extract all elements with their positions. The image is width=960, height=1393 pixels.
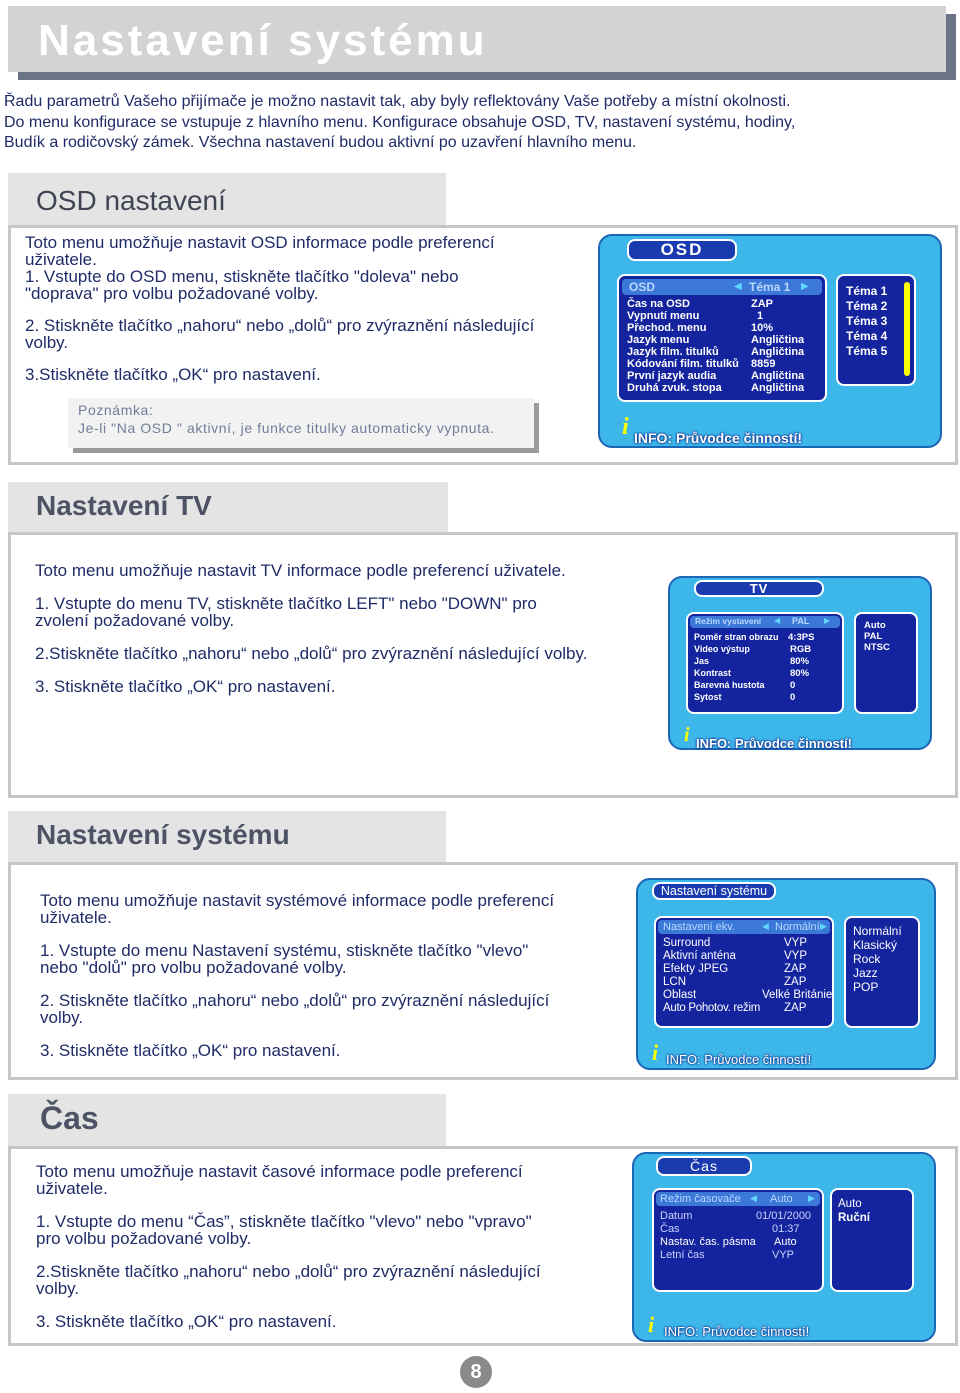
tv-menu-screen — [668, 576, 932, 750]
menu-row-label[interactable]: Surround — [663, 937, 711, 949]
text-line: Toto menu umožňuje nastavit časové informace podle preferencí — [36, 1162, 523, 1181]
system-menu-screen — [636, 878, 936, 1070]
options-panel — [836, 274, 916, 386]
options-panel — [854, 612, 918, 714]
option-item[interactable]: Téma 1 — [846, 284, 888, 298]
menu-header-label: Režim časovače — [660, 1193, 741, 1205]
screen-title: TV — [694, 580, 824, 597]
note-text: Je-li "Na OSD " aktivní, je funkce titulky automaticky vypnuta. — [78, 420, 495, 436]
osd-section-text — [25, 234, 595, 383]
option-item[interactable]: Téma 2 — [846, 299, 888, 313]
menu-row-value: 01:37 — [772, 1223, 800, 1235]
intro-line: Řadu parametrů Vašeho přijímače je možno nastavit tak, aby byly reflektovány Vaše potřeby a místní okolnosti. — [4, 93, 791, 110]
menu-row-value: RGB — [790, 644, 812, 655]
menu-row-label[interactable]: Čas na OSD — [627, 298, 690, 310]
options-panel — [830, 1188, 914, 1292]
menu-row-value: VYP — [772, 1249, 795, 1261]
menu-panel — [686, 612, 844, 714]
arrow-left-icon[interactable]: ◀ — [734, 281, 742, 292]
menu-row-label[interactable]: Aktivní anténa — [663, 950, 736, 962]
text-line: 1. Vstupte do menu Nastavení systému, stiskněte tlačítko "vlevo" — [40, 941, 529, 960]
info-icon: i — [652, 1040, 659, 1065]
menu-row-value: ZAP — [784, 976, 807, 988]
arrow-left-icon[interactable]: ◀ — [774, 616, 781, 625]
info-text: INFO: Průvodce činností! — [666, 1052, 812, 1067]
page-number: 8 — [460, 1356, 492, 1388]
menu-row-label[interactable]: Letní čas — [660, 1249, 705, 1261]
menu-row-label[interactable]: Efekty JPEG — [663, 963, 729, 975]
text-line: zvolení požadované volby. — [35, 611, 235, 630]
time-section-tab — [8, 1094, 446, 1146]
menu-header-value: Téma 1 — [749, 280, 791, 294]
intro-line: Do menu konfigurace se vstupuje z hlavního menu. Konfigurace obsahuje OSD, TV, nastavení systému, hodiny, — [4, 113, 796, 131]
menu-row-label[interactable]: Jazyk menu — [627, 334, 690, 346]
menu-header-value: PAL — [792, 616, 810, 626]
menu-row-label[interactable]: Poměr stran obrazu — [694, 632, 779, 642]
page-header — [8, 6, 946, 72]
note-title: Poznámka: — [78, 402, 154, 418]
system-section-heading: Nastavení systému — [36, 819, 290, 850]
system-section-text — [40, 892, 630, 1059]
menu-row-value: Angličtina — [751, 382, 805, 394]
menu-row-label[interactable]: Čas — [660, 1223, 680, 1235]
text-line: 2.Stiskněte tlačítko „nahoru“ nebo „dolů“ pro zvýraznění následující — [36, 1262, 541, 1281]
menu-row-value: VYP — [784, 950, 808, 962]
arrow-right-icon[interactable]: ▶ — [820, 921, 827, 931]
screen-title: Čas — [656, 1156, 752, 1176]
menu-row-label[interactable]: Barevná hustota — [694, 680, 765, 690]
menu-row-label[interactable]: Kódování film. titulků — [627, 358, 739, 370]
text-line: 3. Stiskněte tlačítko „OK“ pro nastavení. — [40, 1041, 341, 1060]
text-line: 3. Stiskněte tlačítko „OK“ pro nastavení. — [36, 1312, 337, 1331]
scrollbar[interactable] — [904, 282, 910, 376]
time-section-heading: Čas — [40, 1100, 99, 1136]
option-item[interactable]: Ruční — [838, 1212, 870, 1224]
screen-title: OSD — [627, 239, 737, 261]
menu-row-label[interactable]: Auto Pohotov. režim — [663, 1002, 760, 1014]
option-item[interactable]: Auto — [864, 620, 886, 631]
menu-row-value: Auto — [774, 1236, 797, 1248]
osd-note — [68, 398, 534, 448]
osd-menu-screen — [598, 234, 942, 448]
text-line: volby. — [25, 333, 69, 352]
info-icon: i — [684, 724, 690, 746]
text-line: 1. Vstupte do menu “Čas”, stiskněte tlačítko "vlevo" nebo "vpravo" — [36, 1212, 532, 1231]
menu-row-value: Angličtina — [751, 346, 805, 358]
menu-row-label[interactable]: Přechod. menu — [627, 322, 707, 334]
text-line: nebo "dolů" pro volbu požadované volby. — [40, 958, 347, 977]
screen-title: Nastavení systému — [652, 882, 776, 900]
menu-row-value: 0 — [790, 680, 796, 691]
menu-header-value: Auto — [770, 1193, 793, 1205]
menu-row-value: Angličtina — [751, 370, 805, 382]
intro-line: Budík a rodičovský zámek. Všechna nastavení budou aktivní po uzavření hlavního menu. — [4, 134, 637, 151]
text-line: volby. — [40, 1008, 84, 1027]
option-item[interactable]: NTSC — [864, 642, 890, 653]
menu-row-value: ZAP — [784, 963, 807, 975]
text-line: uživatele. — [36, 1179, 108, 1198]
system-section-tab — [8, 811, 446, 863]
menu-row-value: 8859 — [751, 358, 776, 370]
tv-section-text — [35, 562, 665, 695]
arrow-right-icon[interactable]: ▶ — [801, 281, 809, 292]
text-line: uživatele. — [25, 250, 97, 269]
text-line: 2. Stiskněte tlačítko „nahoru“ nebo „dolů“ pro zvýraznění následující — [40, 991, 550, 1010]
text-line: "doprava" pro volbu požadované volby. — [25, 284, 319, 303]
menu-row-value: 0 — [790, 692, 796, 703]
menu-header-label: Nastavení ekv. — [663, 921, 735, 933]
menu-row-value: VYP — [784, 937, 808, 949]
menu-row-value: ZAP — [751, 298, 773, 310]
option-item[interactable]: Jazz — [853, 966, 878, 980]
menu-row-value: ZAP — [784, 1002, 807, 1014]
menu-row-value: Angličtina — [751, 334, 805, 346]
menu-row-label[interactable]: Jazyk film. titulků — [627, 346, 719, 358]
menu-row-value: 01/01/2000 — [756, 1210, 812, 1222]
info-text: INFO: Průvodce činností! — [696, 736, 853, 751]
option-item[interactable]: Normální — [853, 924, 902, 938]
menu-row-label[interactable]: Kontrast — [694, 668, 732, 678]
menu-row-label[interactable]: Oblast — [663, 989, 697, 1001]
text-line: uživatele. — [40, 908, 112, 927]
menu-panel — [652, 1188, 824, 1292]
arrow-left-icon[interactable]: ◀ — [762, 921, 769, 931]
menu-panel — [654, 916, 834, 1028]
menu-panel — [617, 274, 827, 402]
options-panel — [844, 916, 920, 1028]
arrow-left-icon[interactable]: ◀ — [750, 1193, 757, 1203]
option-item[interactable]: Téma 3 — [846, 314, 888, 328]
menu-row-value: 4:3PS — [788, 632, 815, 643]
menu-row-value: 80% — [790, 668, 810, 679]
page-title: Nastavení systému — [38, 16, 488, 65]
time-menu-screen — [632, 1152, 936, 1342]
menu-row-label[interactable]: LCN — [663, 976, 687, 988]
menu-row-label[interactable]: Nastav. čas. pásma — [660, 1236, 756, 1248]
menu-row-value: 10% — [751, 322, 774, 334]
menu-row-label[interactable]: Datum — [660, 1210, 693, 1222]
info-icon: i — [648, 1312, 655, 1337]
info-icon: i — [622, 414, 629, 440]
time-section-text — [36, 1163, 626, 1330]
option-item[interactable]: Téma 4 — [846, 329, 888, 343]
text-line: 1. Vstupte do OSD menu, stiskněte tlačítko "doleva" nebo — [25, 267, 459, 286]
text-line: Toto menu umožňuje nastavit OSD informace podle preferencí — [25, 233, 495, 252]
text-line: 3. Stiskněte tlačítko „OK“ pro nastavení. — [35, 677, 336, 696]
tv-section-tab — [8, 482, 448, 532]
option-item[interactable]: POP — [853, 980, 879, 994]
menu-row-label[interactable]: Jas — [694, 656, 710, 666]
intro-paragraph — [4, 92, 954, 154]
text-line: pro volbu požadované volby. — [36, 1229, 252, 1248]
osd-section-heading: OSD nastavení — [36, 185, 226, 216]
tv-section-heading: Nastavení TV — [36, 490, 212, 521]
option-item[interactable]: Auto — [838, 1198, 862, 1210]
text-line: 2. Stiskněte tlačítko „nahoru“ nebo „dolů“ pro zvýraznění následující — [25, 316, 535, 335]
text-line: Toto menu umožňuje nastavit systémové informace podle preferencí — [40, 891, 555, 910]
menu-row-label[interactable]: Video výstup — [694, 644, 750, 654]
menu-header-value: Normální — [775, 921, 820, 933]
menu-row-label[interactable]: Druhá zvuk. stopa — [627, 382, 722, 394]
menu-row-value: 80% — [790, 656, 810, 667]
option-item[interactable]: PAL — [864, 631, 883, 642]
text-line: 2.Stiskněte tlačítko „nahoru“ nebo „dolů“ pro zvýraznění následující volby. — [35, 644, 588, 663]
osd-section-tab — [8, 173, 446, 227]
menu-header-label: Režim vystavení — [695, 616, 762, 626]
menu-row-value: 1 — [757, 310, 764, 322]
option-item[interactable]: Klasický — [853, 938, 898, 952]
menu-row-label[interactable]: První jazyk audia — [627, 370, 717, 382]
text-line: 3.Stiskněte tlačítko „OK“ pro nastavení. — [25, 365, 321, 384]
text-line: volby. — [36, 1279, 80, 1298]
menu-row-label[interactable]: Sytost — [694, 692, 722, 702]
info-text: INFO: Průvodce činností! — [634, 430, 803, 446]
option-item[interactable]: Rock — [853, 952, 881, 966]
text-line: 1. Vstupte do menu TV, stiskněte tlačítko LEFT" nebo "DOWN" pro — [35, 594, 537, 613]
text-line: Toto menu umožňuje nastavit TV informace podle preferencí uživatele. — [35, 561, 566, 580]
arrow-right-icon[interactable]: ▶ — [808, 1193, 815, 1203]
menu-row-value: Velké Británie — [762, 989, 833, 1001]
info-text: INFO: Průvodce činností! — [664, 1324, 810, 1339]
option-item[interactable]: Téma 5 — [846, 344, 888, 358]
menu-row-label[interactable]: Vypnutí menu — [627, 310, 700, 322]
arrow-right-icon[interactable]: ▶ — [824, 616, 831, 625]
menu-header-label: OSD — [629, 280, 656, 294]
